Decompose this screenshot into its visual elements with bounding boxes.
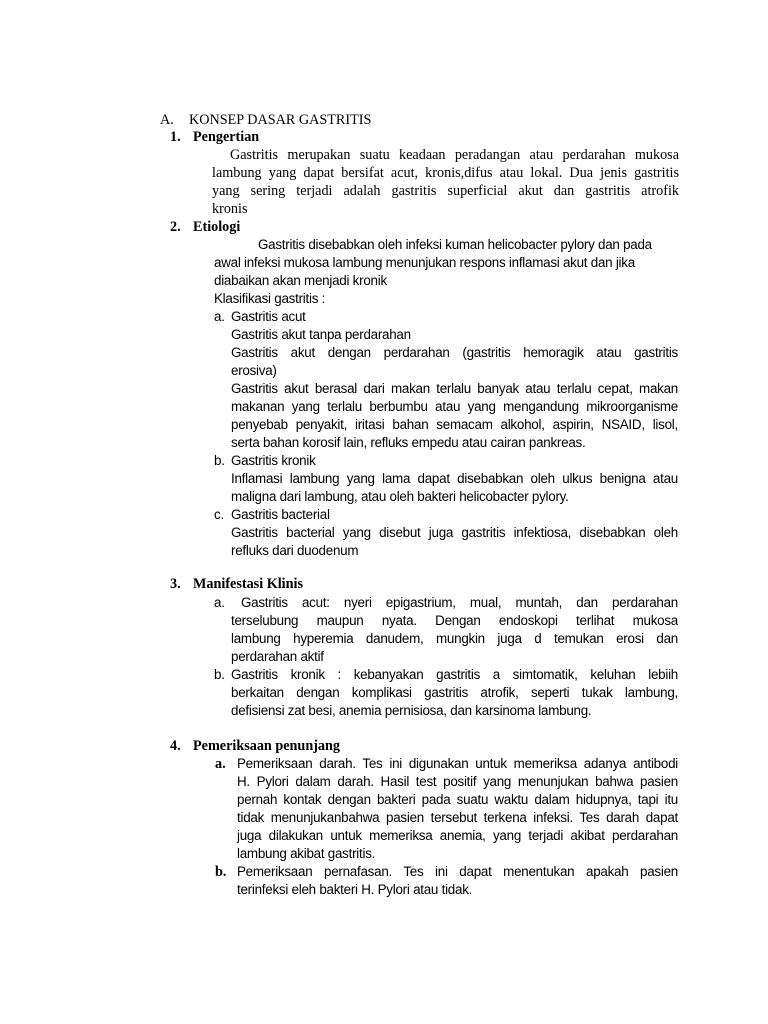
list-item-line: penyebab penyakit, iritasi bahan semacam alkohol, aspirin, NSAID, lisol,: [231, 417, 678, 432]
list-item-line: makanan yang terlalu berbumbu atau yang mengandung mikroorganisme: [231, 399, 678, 414]
section-2-number: 2.: [170, 219, 181, 235]
list-item-line: perdarahan aktif: [231, 649, 324, 664]
paragraph-line: yang sering terjadi adalah gastritis superficial akut dan gastritis atrofik: [212, 183, 679, 199]
list-item-title: Gastritis acut: [231, 309, 306, 324]
section-1-number: 1.: [170, 129, 181, 145]
section-4-title: Pemeriksaan penunjang: [193, 738, 341, 754]
list-item-line: maligna dari lambung, atau oleh bakteri helicobacter pylory.: [231, 489, 569, 504]
paragraph-line: awal infeksi mukosa lambung menunjukan respons inflamasi akut dan jika: [214, 255, 635, 270]
list-marker: b.: [215, 864, 227, 880]
list-item-title: Gastritis bacterial: [231, 507, 330, 522]
paragraph-line: lambung yang dapat bersifat acut, kronis,difus atau lokal. Dua jenis gastritis: [212, 165, 679, 181]
paragraph-line: Gastritis merupakan suatu keadaan peradangan atau perdarahan mukosa: [230, 147, 679, 163]
list-item-line: Gastritis akut dengan perdarahan (gastritis hemoragik atau gastritis: [231, 345, 678, 360]
list-marker: b.: [214, 453, 225, 468]
section-2-title: Etiologi: [193, 219, 241, 235]
list-item-line: Pemeriksaan pernafasan. Tes ini dapat menentukan apakah pasien: [237, 864, 678, 879]
section-3-number: 3.: [170, 576, 181, 592]
list-item-line: H. Pylori dalam darah. Hasil test positif yang menunjukan bahwa pasien: [237, 774, 678, 789]
list-marker: a.: [215, 756, 226, 772]
list-marker: c.: [214, 507, 224, 522]
list-item-line: Inflamasi lambung yang lama dapat disebabkan oleh ulkus benigna atau: [231, 471, 678, 486]
list-item-line: Gastritis acut: nyeri epigastrium, mual, muntah, dan perdarahan: [241, 595, 678, 610]
list-marker: a.: [214, 309, 225, 324]
list-item-line: erosiva): [231, 363, 277, 378]
list-item-line: terselubung maupun nyata. Dengan endoskopi terlihat mukosa: [231, 613, 678, 628]
list-item-line: lambung akibat gastritis.: [237, 846, 376, 861]
list-item-line: terinfeksi eleh bakteri H. Pylori atau tidak.: [237, 882, 473, 897]
list-item-line: Gastritis bacterial yang disebut juga gastritis infektiosa, disebabkan oleh: [231, 525, 678, 540]
section-3-title: Manifestasi Klinis: [193, 576, 303, 592]
list-item-line: Pemeriksaan darah. Tes ini digunakan untuk memeriksa adanya antibodi: [237, 756, 678, 771]
list-item-line: Gastritis akut berasal dari makan terlalu banyak atau terlalu cepat, makan: [231, 381, 678, 396]
list-item-line: refluks dari duodenum: [231, 543, 359, 558]
paragraph-line: kronis: [212, 201, 248, 217]
paragraph-line: diabaikan akan menjadi kronik: [214, 273, 387, 288]
list-item-line: berkaitan dengan komplikasi gastritis atrofik, seperti tukak lambung,: [231, 685, 678, 700]
list-item-line: lambung hyperemia danudem, mungkin juga d temukan erosi dan: [231, 631, 678, 646]
list-item-line: pernah kontak dengan bakteri pada suatu waktu dalam hidupnya, tapi itu: [237, 792, 678, 807]
list-item-line: defisiensi zat besi, anemia pernisiosa, dan karsinoma lambung.: [231, 703, 592, 718]
list-marker: a.: [214, 595, 225, 610]
list-item-line: juga dilakukan untuk memeriksa anemia, yang terjadi akibat perdarahan: [237, 828, 678, 843]
list-item-title: Gastritis kronik: [231, 453, 316, 468]
heading-marker: A.: [160, 112, 174, 128]
section-1-title: Pengertian: [193, 129, 260, 145]
list-item-line: serta bahan korosif lain, refluks empedu atau cairan pankreas.: [231, 435, 586, 450]
paragraph-line: Gastritis disebabkan oleh infeksi kuman helicobacter pylory dan pada: [258, 237, 652, 252]
heading-title: KONSEP DASAR GASTRITIS: [189, 112, 372, 128]
section-4-number: 4.: [170, 738, 181, 754]
list-item-line: Gastritis kronik : kebanyakan gastritis a simtomatik, keluhan lebiih: [231, 667, 678, 682]
classification-label: Klasifikasi gastritis :: [214, 291, 326, 306]
list-item-line: Gastritis akut tanpa perdarahan: [231, 327, 411, 342]
list-item-line: tidak menunjukanbahwa pasien tersebut terkena infeksi. Tes darah dapat: [237, 810, 678, 825]
list-marker: b.: [214, 667, 225, 682]
